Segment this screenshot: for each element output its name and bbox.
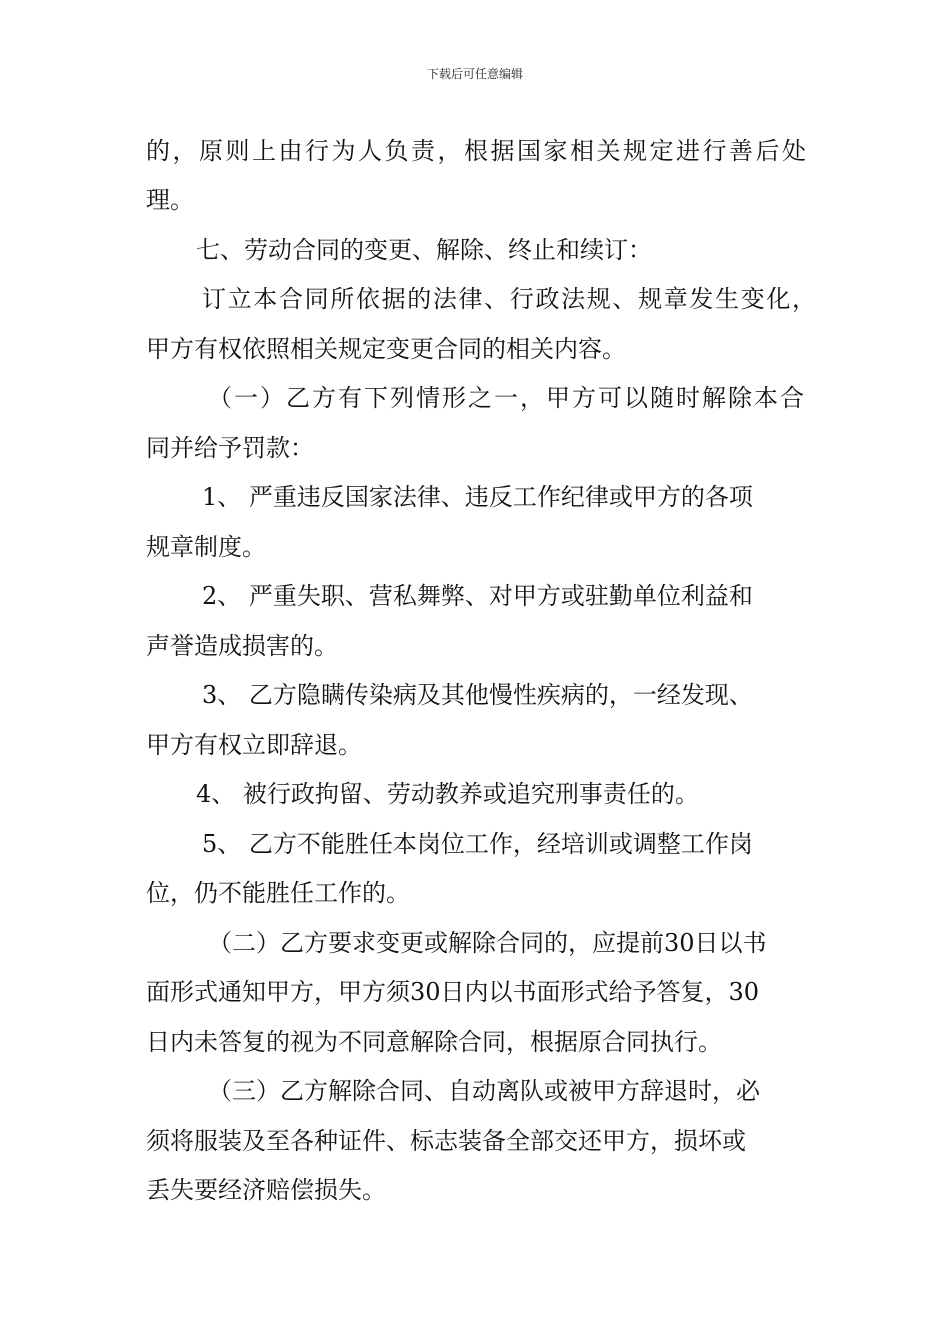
body-line: 的，原则上由行为人负责，根据国家相关规定进行善后处 xyxy=(146,137,809,165)
body-line: 声誉造成损害的。 xyxy=(146,632,338,660)
list-item: 1、 严重违反国家法律、违反工作纪律或甲方的各项 xyxy=(202,483,753,511)
body-line: 同并给予罚款： xyxy=(146,434,314,462)
body-line: 丢失要经济赔偿损失。 xyxy=(146,1176,386,1204)
list-item: 2、 严重失职、营私舞弊、对甲方或驻勤单位利益和 xyxy=(202,582,753,610)
body-line: 日内未答复的视为不同意解除合同，根据原合同执行。 xyxy=(146,1028,722,1056)
section-heading: 七、劳动合同的变更、解除、终止和续订： xyxy=(196,236,652,264)
body-line: 面形式通知甲方，甲方须30日内以书面形式给予答复，30 xyxy=(146,978,760,1006)
list-item: 4、 被行政拘留、劳动教养或追究刑事责任的。 xyxy=(196,780,699,808)
body-line: 甲方有权依照相关规定变更合同的相关内容。 xyxy=(146,335,626,363)
body-line: 理。 xyxy=(146,186,194,214)
list-item: 5、 乙方不能胜任本岗位工作，经培训或调整工作岗 xyxy=(202,830,753,858)
body-line: （三）乙方解除合同、自动离队或被甲方辞退时，必 xyxy=(208,1077,760,1105)
body-line: 甲方有权立即辞退。 xyxy=(146,731,362,759)
body-line: 规章制度。 xyxy=(146,533,266,561)
body-line: （二）乙方要求变更或解除合同的，应提前30日以书 xyxy=(208,929,767,957)
body-line: 须将服装及至各种证件、标志装备全部交还甲方，损坏或 xyxy=(146,1127,746,1155)
body-line: （一）乙方有下列情形之一，甲方可以随时解除本合 xyxy=(208,384,806,412)
list-item: 3、 乙方隐瞒传染病及其他慢性疾病的，一经发现、 xyxy=(202,681,753,709)
body-line: 订立本合同所依据的法律、行政法规、规章发生变化， xyxy=(202,285,818,313)
body-line: 位，仍不能胜任工作的。 xyxy=(146,879,410,907)
page-header: 下载后可任意编辑 xyxy=(426,67,523,81)
